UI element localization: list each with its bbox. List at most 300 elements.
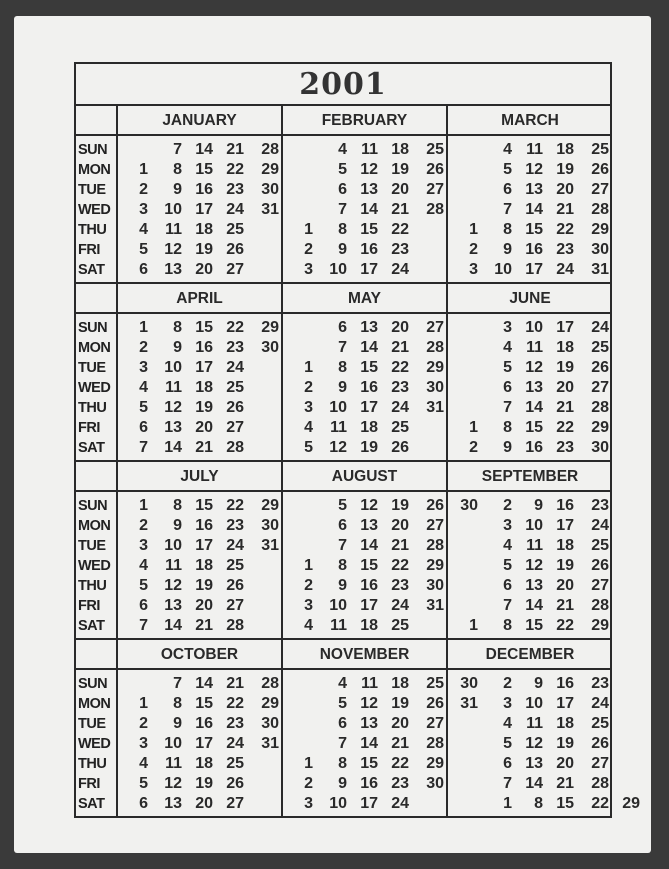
date-cell: 18 [360,617,378,634]
date-cell: 17 [360,261,378,278]
date-cell: 23 [391,775,409,792]
date-cell: 13 [525,577,543,594]
date-cell: 6 [503,577,512,594]
quarter-2 [76,284,610,462]
date-cell: 12 [360,695,378,712]
date-cell: 20 [556,181,574,198]
date-cell: 4 [139,557,148,574]
date-cell: 7 [338,537,347,554]
date-cell: 2 [304,577,313,594]
date-cell: 27 [591,379,609,396]
date-cell: 25 [226,379,244,396]
date-cell: 18 [195,221,213,238]
date-cell: 12 [164,775,182,792]
date-cell: 3 [469,261,478,278]
date-cell: 17 [360,597,378,614]
date-cell: 20 [556,379,574,396]
date-cell: 5 [338,161,347,178]
date-cell: 28 [261,675,279,692]
date-cell: 10 [164,359,182,376]
date-cell: 15 [525,617,543,634]
date-cell: 6 [139,795,148,812]
date-cell: 3 [139,201,148,218]
date-cell: 27 [591,755,609,772]
date-cell: 31 [261,735,279,752]
date-cell: 5 [338,695,347,712]
date-cell: 15 [360,221,378,238]
date-cell: 7 [503,399,512,416]
date-cell: 6 [338,319,347,336]
date-cell: 22 [391,221,409,238]
date-cell: 18 [195,379,213,396]
date-cell: 16 [195,339,213,356]
date-cell: 2 [503,497,512,514]
date-cell: 2 [469,439,478,456]
date-cell: 6 [503,379,512,396]
date-cell: 3 [139,359,148,376]
date-cell: 22 [226,319,244,336]
date-cell: 17 [525,261,543,278]
date-cell: 6 [338,181,347,198]
day-name-fri: FRI [78,598,100,614]
month-june [448,284,612,460]
date-cell: 13 [360,517,378,534]
date-cell: 3 [304,795,313,812]
date-cell: 21 [391,201,409,218]
date-cell: 27 [226,419,244,436]
date-cell: 7 [338,339,347,356]
date-cell: 19 [391,695,409,712]
day-name-sun: SUN [78,498,108,514]
date-cell: 18 [391,675,409,692]
date-cell: 17 [556,319,574,336]
date-cell: 9 [173,517,182,534]
date-cell: 5 [139,577,148,594]
day-name-column [76,640,118,818]
date-cell: 23 [591,497,609,514]
date-cell: 7 [338,735,347,752]
date-cell: 30 [591,439,609,456]
date-cell: 11 [330,419,347,436]
date-cell: 10 [329,795,347,812]
month-january [118,106,283,282]
date-cell: 31 [261,201,279,218]
date-cell: 16 [525,439,543,456]
date-cell: 29 [261,161,279,178]
date-cell: 8 [173,695,182,712]
date-cell: 31 [261,537,279,554]
date-cell: 19 [195,577,213,594]
date-cell: 12 [164,399,182,416]
date-cell: 29 [261,695,279,712]
date-cell: 17 [195,359,213,376]
date-cell: 18 [556,715,574,732]
date-cell: 17 [556,517,574,534]
date-cell: 24 [391,597,409,614]
date-cell: 15 [525,419,543,436]
date-cell: 3 [304,597,313,614]
day-name-column [76,106,118,282]
date-cell: 5 [503,161,512,178]
date-cell: 11 [361,675,378,692]
date-cell: 9 [338,577,347,594]
date-cell: 27 [426,181,444,198]
date-cell: 26 [426,695,444,712]
date-cell: 28 [426,339,444,356]
date-cell: 8 [173,319,182,336]
date-cell: 10 [164,735,182,752]
date-cell: 2 [139,339,148,356]
date-cell: 11 [165,557,182,574]
date-cell: 7 [503,201,512,218]
date-cell: 5 [139,775,148,792]
date-cell: 27 [426,517,444,534]
month-february [283,106,448,282]
date-cell: 28 [226,439,244,456]
date-cell: 31 [460,695,478,712]
date-cell: 9 [534,497,543,514]
date-cell: 19 [195,775,213,792]
month-march [448,106,612,282]
month-name: JULY [118,462,281,492]
month-name: MAY [283,284,446,314]
date-cell: 6 [139,419,148,436]
date-cell: 16 [360,577,378,594]
date-cell: 27 [226,597,244,614]
date-cell: 11 [165,755,182,772]
date-cell: 29 [622,795,640,812]
date-cell: 20 [391,319,409,336]
date-cell: 9 [534,675,543,692]
date-cell: 30 [591,241,609,258]
date-cell: 13 [360,715,378,732]
date-cell: 20 [556,755,574,772]
date-cell: 10 [329,597,347,614]
date-cell: 15 [195,319,213,336]
date-cell: 14 [164,617,182,634]
date-cell: 13 [525,379,543,396]
date-cell: 1 [139,161,148,178]
date-cell: 7 [173,141,182,158]
date-cell: 4 [139,755,148,772]
date-cell: 12 [525,161,543,178]
date-cell: 2 [469,241,478,258]
date-cell: 9 [173,715,182,732]
date-cell: 28 [226,617,244,634]
date-cell: 28 [591,399,609,416]
date-cell: 22 [391,359,409,376]
day-name-fri: FRI [78,242,100,258]
date-cell: 13 [164,795,182,812]
date-cell: 21 [556,201,574,218]
month-may [283,284,448,460]
date-cell: 8 [173,497,182,514]
day-name-tue: TUE [78,182,106,198]
date-cell: 26 [591,735,609,752]
date-cell: 26 [591,161,609,178]
date-cell: 4 [139,221,148,238]
date-cell: 7 [503,597,512,614]
date-cell: 14 [525,201,543,218]
date-cell: 2 [304,379,313,396]
day-name-mon: MON [78,518,111,534]
date-cell: 23 [556,439,574,456]
date-cell: 17 [195,201,213,218]
day-name-tue: TUE [78,538,106,554]
quarter-4 [76,640,640,818]
date-cell: 20 [195,795,213,812]
date-cell: 8 [338,221,347,238]
date-cell: 28 [426,735,444,752]
day-name-wed: WED [78,202,111,218]
date-cell: 24 [591,319,609,336]
date-cell: 14 [525,775,543,792]
date-cell: 1 [139,497,148,514]
date-cell: 12 [360,497,378,514]
date-cell: 12 [525,359,543,376]
date-cell: 19 [195,399,213,416]
calendar-card [14,16,651,853]
date-cell: 7 [139,617,148,634]
date-cell: 23 [226,715,244,732]
date-cell: 20 [556,577,574,594]
day-name-sun: SUN [78,320,108,336]
month-name: JUNE [448,284,612,314]
date-cell: 16 [360,775,378,792]
date-cell: 5 [304,439,313,456]
date-cell: 16 [525,241,543,258]
date-cell: 23 [591,675,609,692]
date-cell: 28 [261,141,279,158]
date-cell: 6 [139,597,148,614]
date-cell: 3 [503,517,512,534]
date-cell: 21 [226,141,244,158]
date-cell: 21 [391,537,409,554]
date-cell: 29 [426,755,444,772]
day-name-mon: MON [78,162,111,178]
date-cell: 18 [556,141,574,158]
date-cell: 10 [525,695,543,712]
date-cell: 11 [526,141,543,158]
date-cell: 5 [338,497,347,514]
month-april [118,284,283,460]
date-cell: 24 [556,261,574,278]
date-cell: 11 [361,141,378,158]
date-cell: 16 [195,517,213,534]
date-cell: 20 [195,261,213,278]
date-cell: 27 [426,715,444,732]
date-cell: 19 [391,161,409,178]
date-cell: 20 [195,597,213,614]
day-name-thu: THU [78,400,107,416]
date-cell: 14 [195,141,213,158]
date-cell: 6 [503,755,512,772]
date-cell: 21 [391,735,409,752]
date-cell: 17 [360,795,378,812]
date-cell: 16 [195,715,213,732]
date-cell: 1 [469,617,478,634]
date-cell: 11 [526,537,543,554]
date-cell: 27 [591,577,609,594]
date-cell: 18 [556,339,574,356]
date-cell: 21 [195,439,213,456]
date-cell: 4 [503,537,512,554]
day-name-thu: THU [78,578,107,594]
date-cell: 4 [304,617,313,634]
day-name-tue: TUE [78,360,106,376]
date-cell: 29 [261,497,279,514]
date-cell: 17 [195,735,213,752]
date-cell: 1 [469,419,478,436]
date-cell: 9 [173,181,182,198]
date-cell: 8 [534,795,543,812]
date-cell: 26 [426,497,444,514]
date-cell: 12 [525,557,543,574]
day-name-thu: THU [78,756,107,772]
date-cell: 15 [525,221,543,238]
month-name: DECEMBER [448,640,612,670]
date-cell: 28 [591,597,609,614]
date-cell: 3 [139,735,148,752]
date-cell: 24 [226,201,244,218]
date-cell: 25 [391,617,409,634]
date-cell: 8 [338,557,347,574]
date-cell: 3 [503,695,512,712]
day-name-column [76,462,118,638]
date-cell: 19 [391,497,409,514]
date-cell: 2 [139,517,148,534]
date-cell: 29 [591,221,609,238]
date-cell: 15 [195,161,213,178]
date-cell: 10 [164,201,182,218]
date-cell: 19 [556,735,574,752]
date-cell: 4 [503,141,512,158]
date-cell: 11 [165,221,182,238]
date-cell: 13 [164,419,182,436]
month-name: JANUARY [118,106,281,136]
date-cell: 12 [360,161,378,178]
date-cell: 29 [591,617,609,634]
date-cell: 3 [139,537,148,554]
date-cell: 19 [195,241,213,258]
date-cell: 29 [261,319,279,336]
date-cell: 9 [503,241,512,258]
date-cell: 24 [391,261,409,278]
date-cell: 4 [338,675,347,692]
date-cell: 13 [360,181,378,198]
date-cell: 13 [525,181,543,198]
date-cell: 16 [556,497,574,514]
date-cell: 23 [391,379,409,396]
date-cell: 10 [329,261,347,278]
date-cell: 22 [591,795,609,812]
month-november [283,640,448,818]
date-cell: 31 [426,399,444,416]
day-name-fri: FRI [78,420,100,436]
date-cell: 10 [494,261,512,278]
date-cell: 4 [503,715,512,732]
date-cell: 13 [525,755,543,772]
date-cell: 8 [338,755,347,772]
date-cell: 15 [195,497,213,514]
date-cell: 20 [391,181,409,198]
date-cell: 4 [139,379,148,396]
date-cell: 18 [556,537,574,554]
date-cell: 9 [503,439,512,456]
date-cell: 24 [226,735,244,752]
date-cell: 25 [591,537,609,554]
date-cell: 27 [226,795,244,812]
date-cell: 28 [426,201,444,218]
date-cell: 25 [226,557,244,574]
day-name-sat: SAT [78,618,105,634]
date-cell: 26 [226,241,244,258]
date-cell: 1 [503,795,512,812]
day-name-mon: MON [78,696,111,712]
date-cell: 16 [360,241,378,258]
date-cell: 26 [226,577,244,594]
date-cell: 15 [360,557,378,574]
date-cell: 3 [503,319,512,336]
day-name-tue: TUE [78,716,106,732]
date-cell: 1 [304,359,313,376]
date-cell: 29 [591,419,609,436]
date-cell: 13 [164,261,182,278]
date-cell: 25 [391,419,409,436]
date-cell: 26 [391,439,409,456]
date-cell: 14 [360,537,378,554]
date-cell: 12 [329,439,347,456]
date-cell: 28 [591,775,609,792]
date-cell: 10 [164,537,182,554]
date-cell: 1 [304,221,313,238]
date-cell: 3 [304,261,313,278]
month-name: MARCH [448,106,612,136]
day-name-wed: WED [78,736,111,752]
date-cell: 3 [304,399,313,416]
date-cell: 21 [195,617,213,634]
date-cell: 22 [226,695,244,712]
date-cell: 24 [391,795,409,812]
date-cell: 24 [226,359,244,376]
date-cell: 1 [139,695,148,712]
date-cell: 31 [591,261,609,278]
date-cell: 24 [391,399,409,416]
day-name-wed: WED [78,380,111,396]
month-name: NOVEMBER [283,640,446,670]
date-cell: 14 [164,439,182,456]
date-cell: 7 [139,439,148,456]
date-cell: 8 [503,221,512,238]
date-cell: 16 [195,181,213,198]
date-cell: 30 [426,775,444,792]
date-cell: 26 [426,161,444,178]
date-cell: 4 [338,141,347,158]
month-name: AUGUST [283,462,446,492]
date-cell: 2 [139,715,148,732]
date-cell: 5 [503,557,512,574]
date-cell: 27 [426,319,444,336]
date-cell: 5 [139,399,148,416]
date-cell: 30 [426,577,444,594]
date-cell: 22 [556,617,574,634]
date-cell: 23 [556,241,574,258]
date-cell: 19 [556,557,574,574]
date-cell: 1 [139,319,148,336]
calendar-frame [74,62,640,818]
date-cell: 22 [556,419,574,436]
date-cell: 22 [226,497,244,514]
